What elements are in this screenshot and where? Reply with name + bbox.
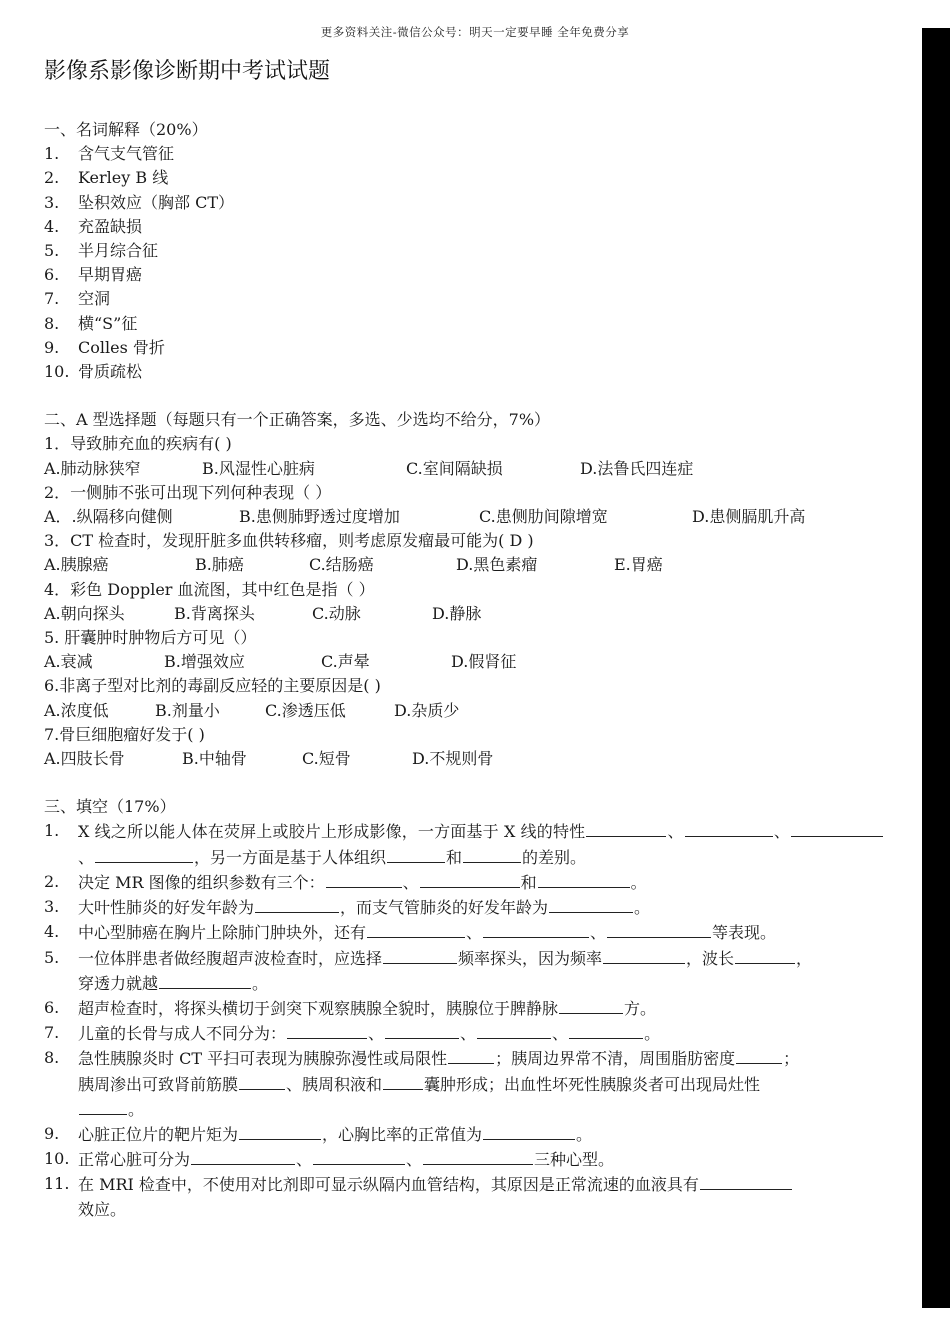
option: B.风湿性心脏病 bbox=[202, 458, 315, 478]
answer-blank[interactable] bbox=[79, 1097, 127, 1115]
answer-blank[interactable] bbox=[239, 1072, 285, 1090]
question: 7.骨巨细胞瘤好发于( ) bbox=[44, 724, 205, 744]
question: 6.非离子型对比剂的毒副反应轻的主要原因是( ) bbox=[44, 676, 381, 696]
option: D.杂质少 bbox=[394, 700, 460, 720]
answer-blank[interactable] bbox=[159, 971, 251, 989]
exam-content bbox=[44, 118, 884, 1222]
option: A.浓度低 bbox=[44, 700, 109, 720]
option: D.不规则骨 bbox=[412, 749, 494, 769]
options-row bbox=[44, 457, 884, 481]
option: C.短骨 bbox=[302, 749, 351, 769]
option: D.法鲁氏四连症 bbox=[580, 458, 694, 478]
answer-blank[interactable] bbox=[463, 845, 521, 863]
section-fill bbox=[44, 795, 884, 1221]
fill-item: 11. 在 MRI 检查中，不使用对比剂即可显示纵隔内血管结构，其原因是正常流速的血液具有 效应。 bbox=[44, 1172, 884, 1221]
answer-blank[interactable] bbox=[735, 946, 795, 964]
answer-blank[interactable] bbox=[603, 946, 685, 964]
list-item: 6. 早期胃癌 bbox=[44, 265, 143, 285]
option: A.胰腺癌 bbox=[44, 555, 109, 575]
answer-blank[interactable] bbox=[791, 819, 883, 837]
question: 5. 肝囊肿时肿物后方可见（） bbox=[44, 628, 257, 648]
option: B.肺癌 bbox=[195, 555, 244, 575]
fill-item: 9. 心脏正位片的靶片矩为 ，心胸比率的正常值为 。 bbox=[44, 1123, 593, 1144]
option: C.室间隔缺损 bbox=[406, 458, 503, 478]
options-row bbox=[44, 747, 884, 771]
list-item: 7. 空洞 bbox=[44, 289, 111, 309]
fill-item: 1. X 线之所以能人体在荧屏上或胶片上形成影像，一方面基于 X 线的特性 、 、、 ，另一方面是基于人体组织 和 的差别。 bbox=[44, 819, 884, 869]
list-item: 1. 含气支气管征 bbox=[44, 144, 175, 164]
options-row bbox=[44, 699, 884, 723]
list-item: 3. 坠积效应（胸部 CT） bbox=[44, 192, 235, 212]
answer-blank[interactable] bbox=[685, 819, 773, 837]
answer-blank[interactable] bbox=[287, 1021, 367, 1039]
answer-blank[interactable] bbox=[483, 920, 589, 938]
list-item: 10. 骨质疏松 bbox=[44, 362, 143, 382]
options-row bbox=[44, 505, 884, 529]
answer-blank[interactable] bbox=[383, 1072, 423, 1090]
answer-blank[interactable] bbox=[483, 1122, 575, 1140]
options-row bbox=[44, 602, 884, 626]
answer-blank[interactable] bbox=[326, 870, 402, 888]
option: C.结肠癌 bbox=[309, 555, 374, 575]
section-heading: 三、填空（17%） bbox=[44, 797, 176, 817]
option: B.中轴骨 bbox=[182, 749, 247, 769]
fill-item: 5. 一位体胖患者做经腹超声波检查时，应选择 频率探头，因为频率 ，波长 ， 穿透力就越 。 bbox=[44, 947, 813, 993]
page-edge-bar bbox=[922, 28, 950, 1308]
fill-item: 4. 中心型肺癌在胸片上除肺门肿块外，还有 、 、 等表现。 bbox=[44, 922, 777, 943]
answer-blank[interactable] bbox=[736, 1046, 782, 1064]
answer-blank[interactable] bbox=[607, 920, 711, 938]
question: 3．CT 检查时，发现肝脏多血供转移瘤，则考虑原发瘤最可能为( D ) bbox=[44, 531, 534, 551]
fill-item: 3. 大叶性肺炎的好发年龄为 ，而支气管肺炎的好发年龄为 。 bbox=[44, 897, 651, 918]
option: B.背离探头 bbox=[174, 603, 255, 623]
question: 1．导致肺充血的疾病有( ) bbox=[44, 434, 232, 454]
fill-item: 8. 急性胰腺炎时 CT 平扫可表现为胰腺弥漫性或局限性 ；胰周边界常不清，周围脂肪密度 ； 胰周渗出可致肾前筋膜 、胰周积液和 囊肿形成；出血性坏死性胰腺炎者可出现局灶性 。 bbox=[44, 1048, 800, 1119]
answer-blank[interactable] bbox=[313, 1147, 405, 1165]
fill-item: 6. 超声检查时，将探头横切于剑突下观察胰腺全貌时，胰腺位于脾静脉 方。 bbox=[44, 997, 657, 1018]
option: C.声晕 bbox=[321, 652, 370, 672]
option: D.假肾征 bbox=[451, 652, 517, 672]
answer-blank[interactable] bbox=[387, 845, 445, 863]
fill-item: 2. 决定 MR 图像的组织参数有三个： 、 和 。 bbox=[44, 871, 647, 892]
page-header: 更多资料关注-微信公众号：明天一定要早睡 全年免费分享 bbox=[320, 25, 630, 39]
list-item: 9. Colles 骨折 bbox=[44, 337, 165, 357]
option: D.黑色素瘤 bbox=[456, 555, 538, 575]
option: D.患侧膈肌升高 bbox=[692, 507, 806, 527]
fill-item: 10. 正常心脏可分为 、 、 三种心型。 bbox=[44, 1149, 615, 1170]
section-heading: 一、名词解释（20%） bbox=[44, 120, 208, 139]
option: C.患侧肋间隙增宽 bbox=[479, 507, 608, 527]
answer-blank[interactable] bbox=[569, 1021, 643, 1039]
option: C.动脉 bbox=[312, 603, 361, 623]
answer-blank[interactable] bbox=[255, 895, 339, 913]
option: E.胃癌 bbox=[614, 555, 663, 575]
answer-blank[interactable] bbox=[423, 1147, 533, 1165]
section-terms bbox=[44, 118, 884, 384]
option: A.朝向探头 bbox=[44, 603, 125, 623]
options-row bbox=[44, 650, 884, 674]
list-item: 4. 充盈缺损 bbox=[44, 216, 143, 236]
question: 2．一侧肺不张可出现下列何种表现（ ） bbox=[44, 482, 332, 502]
option: D.静脉 bbox=[432, 603, 482, 623]
answer-blank[interactable] bbox=[586, 819, 666, 837]
answer-blank[interactable] bbox=[385, 1021, 459, 1039]
option: A.肺动脉狭窄 bbox=[44, 458, 141, 478]
page-title: 影像系影像诊断期中考试试题 bbox=[44, 59, 331, 84]
answer-blank[interactable] bbox=[420, 870, 520, 888]
list-item: 5. 半月综合征 bbox=[44, 241, 159, 261]
answer-blank[interactable] bbox=[549, 895, 633, 913]
option: A．.纵隔移向健侧 bbox=[44, 507, 173, 527]
option: A.衰减 bbox=[44, 652, 93, 672]
answer-blank[interactable] bbox=[538, 870, 630, 888]
fill-item: 7. 儿童的长骨与成人不同分为： 、 、 、 。 bbox=[44, 1023, 661, 1044]
question: 4．彩色 Doppler 血流图，其中红色是指（ ） bbox=[44, 579, 375, 599]
answer-blank[interactable] bbox=[191, 1147, 295, 1165]
answer-blank[interactable] bbox=[559, 996, 623, 1014]
answer-blank[interactable] bbox=[700, 1172, 792, 1190]
answer-blank[interactable] bbox=[383, 946, 457, 964]
answer-blank[interactable] bbox=[477, 1021, 551, 1039]
option: A.四肢长骨 bbox=[44, 749, 125, 769]
answer-blank[interactable] bbox=[367, 920, 465, 938]
option: B.患侧肺野透过度增加 bbox=[239, 507, 400, 527]
answer-blank[interactable] bbox=[95, 845, 193, 863]
list-item: 2. Kerley B 线 bbox=[44, 168, 169, 188]
section-choice bbox=[44, 408, 884, 771]
option: B.增强效应 bbox=[164, 652, 245, 672]
option: C.渗透压低 bbox=[265, 700, 346, 720]
answer-blank[interactable] bbox=[448, 1046, 494, 1064]
options-row bbox=[44, 553, 884, 577]
list-item: 8. 横“S”征 bbox=[44, 313, 138, 333]
option: B.剂量小 bbox=[155, 700, 220, 720]
answer-blank[interactable] bbox=[239, 1122, 321, 1140]
section-heading: 二、A 型选择题（每题只有一个正确答案，多选、少选均不给分，7%） bbox=[44, 410, 551, 430]
